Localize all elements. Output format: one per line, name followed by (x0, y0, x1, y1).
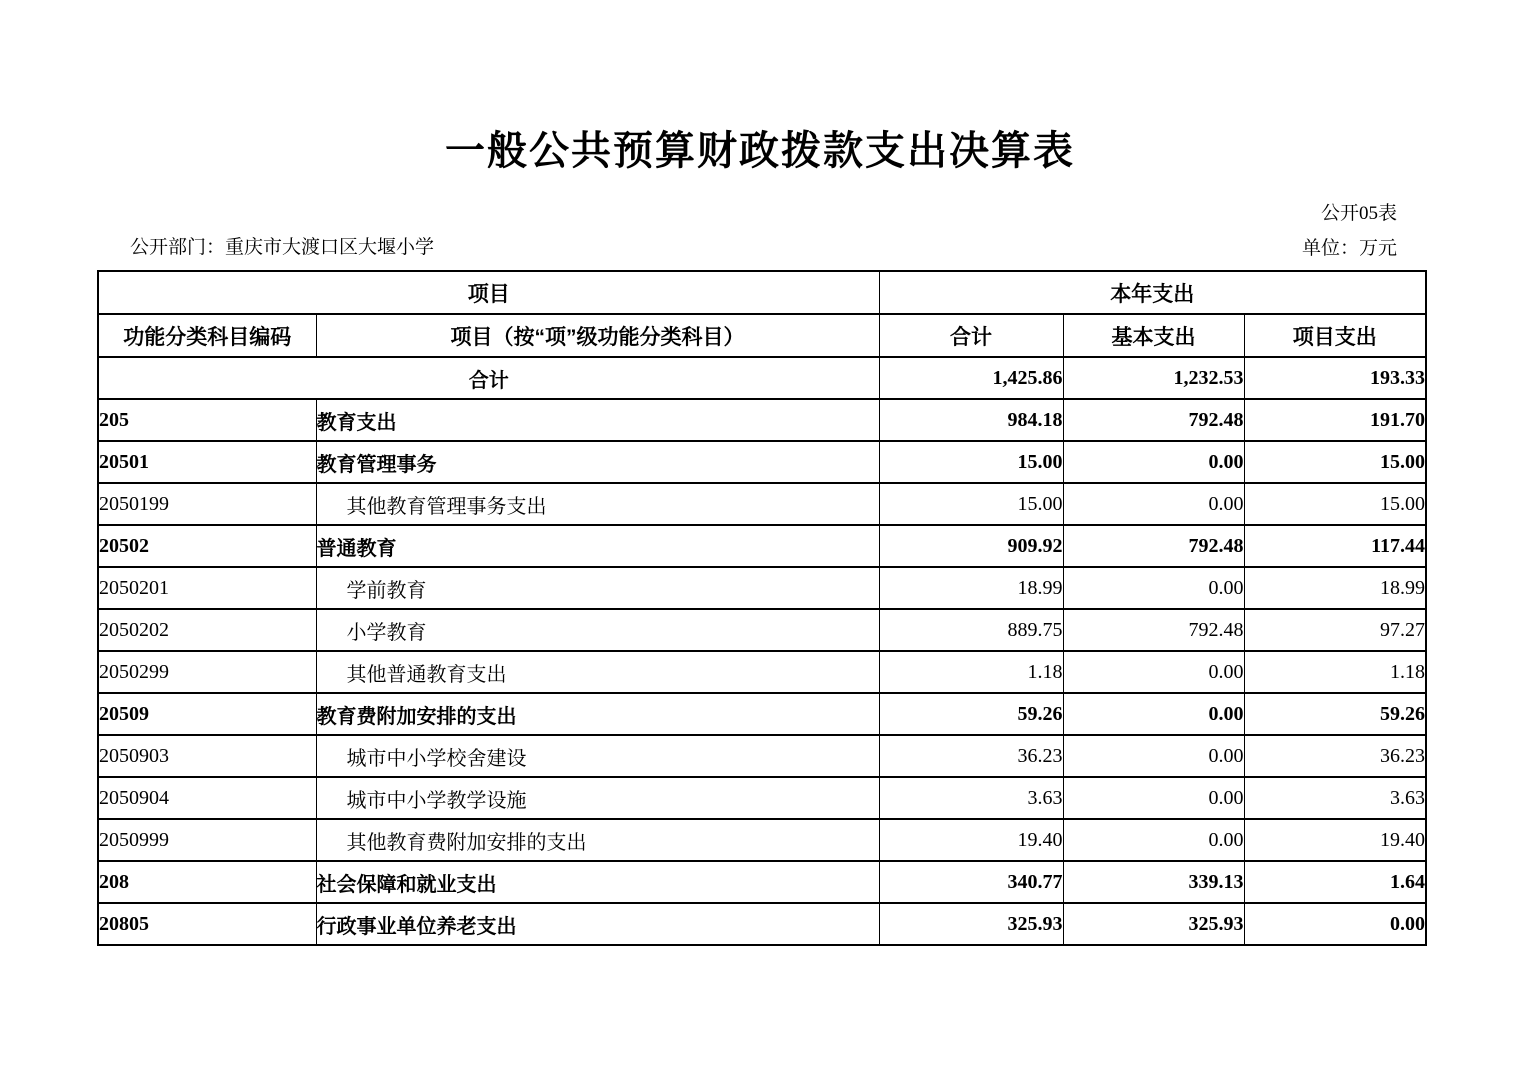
project-cell: 1.64 (1244, 861, 1426, 903)
header-code: 功能分类科目编码 (98, 314, 316, 357)
table-row (98, 483, 1426, 525)
header-item: 项目（按“项”级功能分类科目） (316, 314, 879, 357)
table-number-label: 公开05表 (1320, 203, 1397, 224)
project-cell: 117.44 (1244, 525, 1426, 567)
total-label-cell: 合计 (98, 357, 879, 399)
basic-cell: 792.48 (1063, 525, 1244, 567)
header-basic: 基本支出 (1063, 314, 1244, 357)
department-label: 公开部门：重庆市大渡口区大堰小学 (130, 237, 435, 258)
total-cell: 909.92 (879, 525, 1063, 567)
item-name-cell: 社会保障和就业支出 (316, 861, 879, 903)
basic-cell: 0.00 (1063, 651, 1244, 693)
basic-cell: 0.00 (1063, 567, 1244, 609)
item-name-cell: 教育支出 (316, 399, 879, 441)
project-cell: 59.26 (1244, 693, 1426, 735)
code-cell: 2050999 (98, 819, 316, 861)
table-row (98, 777, 1426, 819)
total-cell: 984.18 (879, 399, 1063, 441)
header-group-row (98, 271, 1426, 314)
page-title: 一般公共预算财政拨款支出决算表 (445, 129, 1075, 173)
item-name-cell: 城市中小学校舍建设 (316, 735, 879, 777)
table-row (98, 651, 1426, 693)
table-row (98, 903, 1426, 945)
table-row (98, 735, 1426, 777)
item-name-cell: 普通教育 (316, 525, 879, 567)
item-name-cell: 教育费附加安排的支出 (316, 693, 879, 735)
header-expenditure-group: 本年支出 (879, 271, 1426, 314)
code-cell: 20502 (98, 525, 316, 567)
item-name-cell: 其他教育管理事务支出 (316, 483, 879, 525)
total-cell: 36.23 (879, 735, 1063, 777)
project-cell: 36.23 (1244, 735, 1426, 777)
total-cell: 15.00 (879, 483, 1063, 525)
item-name-cell: 学前教育 (316, 567, 879, 609)
total-cell: 15.00 (879, 441, 1063, 483)
header-total: 合计 (879, 314, 1063, 357)
basic-cell: 0.00 (1063, 735, 1244, 777)
total-cell: 3.63 (879, 777, 1063, 819)
code-cell: 20509 (98, 693, 316, 735)
basic-cell: 339.13 (1063, 861, 1244, 903)
table-row (98, 819, 1426, 861)
basic-cell: 0.00 (1063, 819, 1244, 861)
table-row (98, 567, 1426, 609)
total-cell: 889.75 (879, 609, 1063, 651)
budget-table (97, 270, 1427, 946)
code-cell: 20501 (98, 441, 316, 483)
code-cell: 205 (98, 399, 316, 441)
item-name-cell: 小学教育 (316, 609, 879, 651)
total-cell: 19.40 (879, 819, 1063, 861)
basic-cell: 0.00 (1063, 441, 1244, 483)
table-row (98, 861, 1426, 903)
item-name-cell: 行政事业单位养老支出 (316, 903, 879, 945)
header-column-row (98, 314, 1426, 357)
code-cell: 2050201 (98, 567, 316, 609)
item-name-cell: 其他教育费附加安排的支出 (316, 819, 879, 861)
code-cell: 2050299 (98, 651, 316, 693)
total-cell: 340.77 (879, 861, 1063, 903)
basic-cell: 0.00 (1063, 483, 1244, 525)
project-amount-cell: 193.33 (1244, 357, 1426, 399)
header-item-group: 项目 (98, 271, 879, 314)
item-name-cell: 其他普通教育支出 (316, 651, 879, 693)
project-cell: 18.99 (1244, 567, 1426, 609)
basic-cell: 0.00 (1063, 777, 1244, 819)
basic-cell: 325.93 (1063, 903, 1244, 945)
project-cell: 15.00 (1244, 483, 1426, 525)
table-row (98, 693, 1426, 735)
basic-cell: 792.48 (1063, 609, 1244, 651)
project-cell: 3.63 (1244, 777, 1426, 819)
total-cell: 325.93 (879, 903, 1063, 945)
project-cell: 0.00 (1244, 903, 1426, 945)
total-amount-cell: 1,425.86 (879, 357, 1063, 399)
code-cell: 2050903 (98, 735, 316, 777)
basic-cell: 0.00 (1063, 693, 1244, 735)
item-name-cell: 城市中小学教学设施 (316, 777, 879, 819)
project-cell: 191.70 (1244, 399, 1426, 441)
total-row (98, 357, 1426, 399)
project-cell: 1.18 (1244, 651, 1426, 693)
code-cell: 2050199 (98, 483, 316, 525)
basic-cell: 792.48 (1063, 399, 1244, 441)
project-cell: 97.27 (1244, 609, 1426, 651)
table-row (98, 399, 1426, 441)
code-cell: 208 (98, 861, 316, 903)
header-project: 项目支出 (1244, 314, 1426, 357)
project-cell: 15.00 (1244, 441, 1426, 483)
basic-amount-cell: 1,232.53 (1063, 357, 1244, 399)
total-cell: 18.99 (879, 567, 1063, 609)
table-row (98, 525, 1426, 567)
code-cell: 2050202 (98, 609, 316, 651)
total-cell: 1.18 (879, 651, 1063, 693)
table-row (98, 441, 1426, 483)
item-name-cell: 教育管理事务 (316, 441, 879, 483)
code-cell: 20805 (98, 903, 316, 945)
table-body (98, 357, 1426, 945)
table-row (98, 609, 1426, 651)
total-cell: 59.26 (879, 693, 1063, 735)
project-cell: 19.40 (1244, 819, 1426, 861)
unit-label: 单位：万元 (1301, 238, 1397, 259)
code-cell: 2050904 (98, 777, 316, 819)
